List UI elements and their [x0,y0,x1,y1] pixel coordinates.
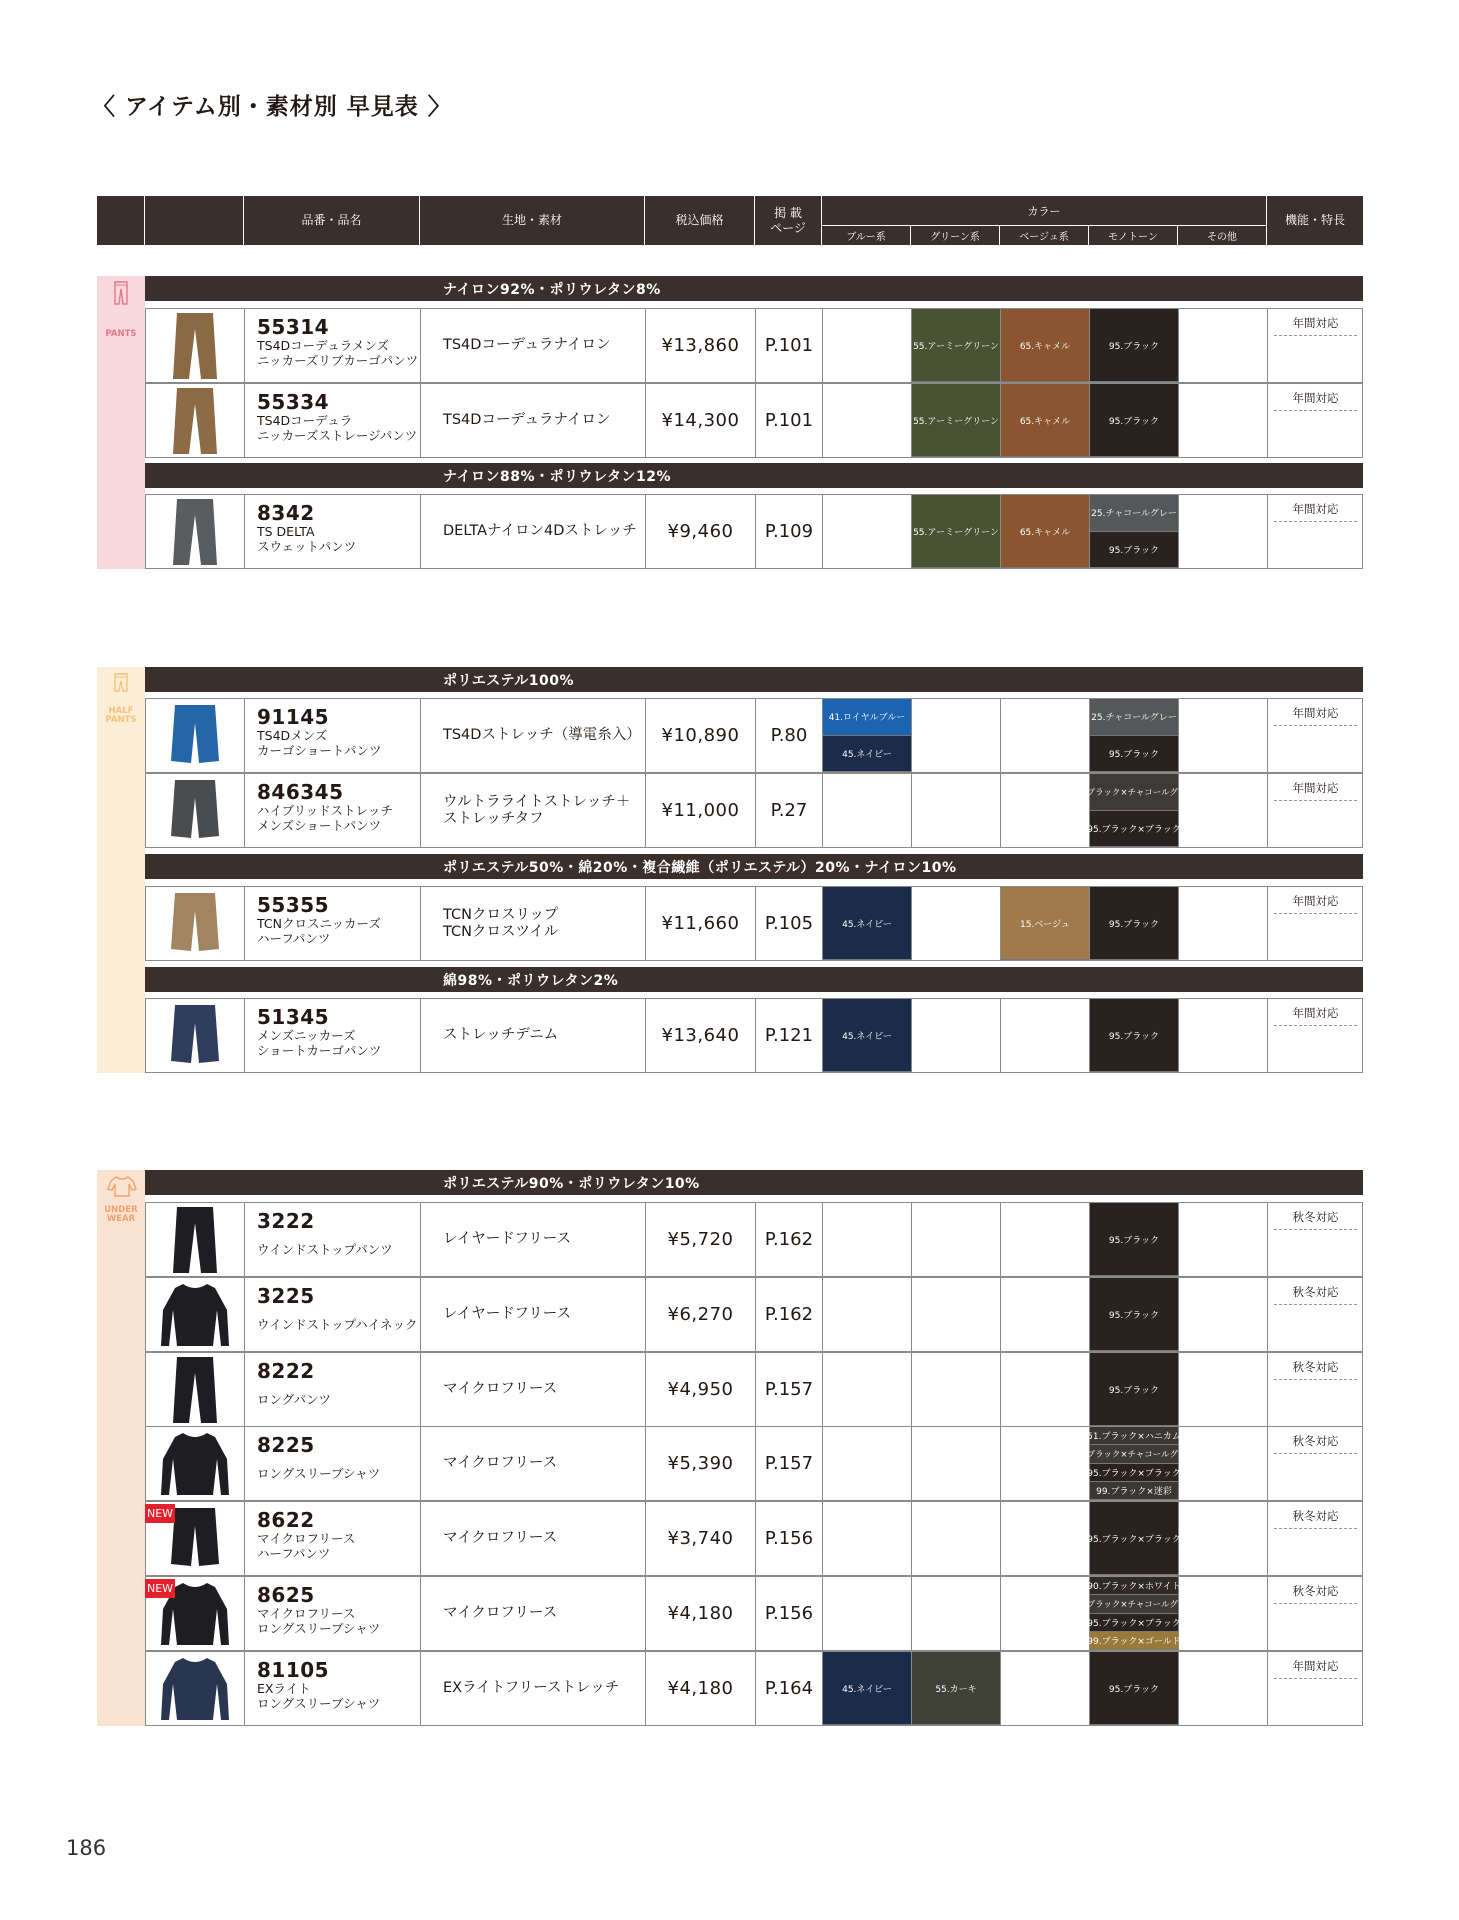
feature-label: 年間対応 [1274,315,1357,336]
table-row[interactable] [145,773,1363,848]
color-cell-c1 [823,774,912,847]
feature-cell [1268,1577,1363,1650]
color-cell-c4 [1090,384,1179,457]
feature-label: 年間対応 [1274,705,1357,726]
page-ref-cell: P.156 [756,1502,823,1575]
feature-label: 秋冬対応 [1274,1433,1357,1454]
color-cell-c1 [823,999,912,1072]
product-image-cell [146,699,245,772]
color-swatch: 55.アーミーグリーン [912,309,1000,382]
color-cell-c5 [1179,1203,1268,1276]
feature-cell [1268,1203,1363,1276]
half-pants-icon [113,673,129,693]
product-image [155,386,235,456]
product-name-cell [245,1652,421,1725]
product-name: ハーフパンツ [257,1546,331,1561]
color-swatch: 45.ネイビー [823,999,911,1072]
page-ref-cell: P.27 [756,774,823,847]
color-cell-c1 [823,887,912,960]
header-image [145,196,244,245]
color-swatch: 95.ブラック×ブラック [1090,1614,1178,1632]
product-image [155,311,235,381]
underwear-category-bar [97,1170,145,1726]
product-number: 8225 [257,1433,315,1457]
product-name: TCNクロスニッカーズ [257,916,381,931]
product-name: ハーフパンツ [257,931,331,946]
header-color-mono: モノトーン [1089,225,1178,245]
pants-label: PANTS [105,329,137,339]
color-cell-c5 [1179,309,1268,382]
color-cell-c4 [1073,1427,1195,1500]
fabric-cell: レイヤードフリース [421,1203,646,1276]
color-swatch: 95.ブラック [1090,736,1178,773]
color-cell-c2 [912,774,1001,847]
feature-cell [1268,774,1363,847]
color-cell-c4 [1087,1502,1181,1575]
color-cell-c4 [1090,309,1179,382]
color-cell-c1 [823,1577,912,1650]
table-row[interactable] [145,494,1363,569]
color-cell-c4 [1090,495,1179,568]
color-cell-c1 [823,1203,912,1276]
page-ref-cell: P.80 [756,699,823,772]
color-cell-c2 [912,1353,1001,1426]
feature-cell [1268,309,1363,382]
price-cell: ¥6,270 [646,1278,756,1351]
feature-cell [1268,1278,1363,1351]
product-number: 8222 [257,1359,315,1383]
price-cell: ¥4,950 [646,1353,756,1426]
price-cell: ¥3,740 [646,1502,756,1575]
page-ref-cell: P.164 [756,1652,823,1725]
color-swatch: 95.ブラック×ブラック [1090,1502,1178,1575]
color-swatch: 45.ネイビー [823,1652,911,1725]
fabric-cell: マイクロフリース [421,1353,646,1426]
product-image-cell [146,774,245,847]
product-name-cell [245,1502,421,1575]
color-cell-c3 [1001,887,1090,960]
product-image-cell [146,1353,245,1426]
color-cell-c5 [1179,699,1268,772]
feature-cell [1268,1652,1363,1725]
fabric-cell: ストレッチデニム [421,999,646,1072]
color-swatch: 95.ブラック [1090,1278,1178,1351]
color-cell-c3 [1001,384,1090,457]
feature-cell [1268,999,1363,1072]
underwear-label: UNDER WEAR [104,1205,138,1225]
header-features: 機能・特長 [1284,213,1345,227]
price-cell: ¥11,000 [646,774,756,847]
product-number: 8342 [257,501,315,525]
product-name: ハイブリッドストレッチ [257,803,393,818]
page-ref-cell: P.121 [756,999,823,1072]
product-name: ウインドストップパンツ [257,1242,393,1257]
page-ref-cell: P.157 [756,1427,823,1500]
product-name-cell [245,887,421,960]
table-row[interactable] [145,1352,1363,1427]
color-cell-c1 [823,699,912,772]
product-name: マイクロフリース [257,1531,356,1546]
color-cell-c5 [1179,384,1268,457]
product-name: メンズニッカーズ [257,1028,356,1043]
product-image-cell [146,495,245,568]
product-name-cell [245,1577,421,1650]
color-cell-c2 [912,1203,1001,1276]
product-image-cell [146,1203,245,1276]
header-color: カラー [822,196,1267,225]
page-ref-cell: P.156 [756,1577,823,1650]
color-swatch: 15.ベージュ [1001,887,1089,960]
color-swatch: 25.チャコールグレー [1090,495,1178,532]
product-image [155,497,235,567]
feature-label: 秋冬対応 [1274,1209,1357,1230]
product-name: TS4Dコーデュラメンズ [257,338,390,353]
product-name-cell [245,774,421,847]
price-cell: ¥11,660 [646,887,756,960]
color-cell-c5 [1179,774,1268,847]
page-ref-cell: P.109 [756,495,823,568]
color-cell-c5 [1179,887,1268,960]
feature-cell [1268,495,1363,568]
color-swatch: 92.ブラック×チャコールグレー [1090,1445,1178,1463]
feature-label: 秋冬対応 [1274,1359,1357,1380]
product-name-cell [245,384,421,457]
product-image-cell [146,1278,245,1351]
product-name: ニッカーズストレージパンツ [257,428,418,443]
color-swatch: 95.ブラック [1090,1353,1178,1426]
fabric-cell: TS4Dストレッチ（導電糸入） [421,699,646,772]
color-cell-c3 [1001,1577,1090,1650]
color-cell-c5 [1179,1278,1268,1351]
new-badge: NEW [145,1579,175,1598]
table-row[interactable] [145,698,1363,773]
color-cell-c3 [1001,1652,1090,1725]
product-name: ウインドストップハイネック [257,1317,418,1332]
color-cell-c3 [1001,309,1090,382]
product-image [155,889,235,959]
feature-cell [1268,699,1363,772]
color-cell-c5 [1179,999,1268,1072]
price-cell: ¥10,890 [646,699,756,772]
product-name: ショートカーゴパンツ [257,1043,382,1058]
fabric-cell: TS4Dコーデュラナイロン [421,309,646,382]
color-cell-c1 [823,384,912,457]
price-cell: ¥9,460 [646,495,756,568]
color-swatch: 99.ブラック×ゴールド [1090,1632,1178,1650]
color-cell-c4 [1073,1577,1195,1650]
material-header: ポリエステル90%・ポリウレタン10% [145,1170,1363,1195]
page-ref-cell: P.105 [756,887,823,960]
color-swatch: 65.キャメル [1001,309,1089,382]
product-image [155,1001,235,1071]
color-swatch: 90.ブラック×ホワイト [1090,1577,1178,1595]
fabric-cell: マイクロフリース [421,1427,646,1500]
feature-label: 年間対応 [1274,893,1357,914]
feature-cell [1268,887,1363,960]
color-cell-c1 [823,1427,912,1500]
product-number: 8622 [257,1508,315,1532]
color-cell-c1 [823,309,912,382]
product-image-cell [146,887,245,960]
color-cell-c3 [1001,495,1090,568]
product-image-cell [146,384,245,457]
color-swatch: 51.ブラック×ハニカム [1090,1427,1178,1445]
price-cell: ¥4,180 [646,1652,756,1725]
product-name: EXライト [257,1681,311,1696]
color-cell-c2 [912,1502,1001,1575]
half-pants-label: HALF PANTS [105,706,137,726]
table-row[interactable] [145,1202,1363,1277]
product-image-cell [146,309,245,382]
product-number: 3225 [257,1284,315,1308]
product-image [155,1280,235,1350]
material-header: ナイロン88%・ポリウレタン12% [145,463,1363,488]
color-cell-c1 [823,1278,912,1351]
color-swatch: 65.キャメル [1001,495,1089,568]
product-name-cell [245,999,421,1072]
color-cell-c4 [1090,1203,1179,1276]
color-cell-c5 [1179,1502,1268,1575]
color-cell-c2 [912,384,1001,457]
color-swatch: 95.ブラック [1090,999,1178,1072]
product-name: マイクロフリース [257,1606,356,1621]
product-number: 55314 [257,315,330,339]
underwear-icon [107,1175,137,1197]
pants-icon [113,281,129,305]
color-swatch: 45.ネイビー [823,736,911,773]
feature-label: 年間対応 [1274,501,1357,522]
color-swatch: 25.チャコールグレー [1090,699,1178,736]
feature-cell [1268,1353,1363,1426]
product-number: 55334 [257,390,330,414]
color-cell-c2 [912,495,1001,568]
color-cell-c2 [912,999,1001,1072]
product-name: TS4Dコーデュラ [257,413,353,428]
new-badge: NEW [145,1504,175,1523]
color-cell-c1 [823,1353,912,1426]
product-image [155,1355,235,1425]
pants-category-bar [97,276,145,569]
feature-label: 秋冬対応 [1274,1284,1357,1305]
page-number: 186 [66,1836,107,1860]
color-cell-c4 [1090,1652,1179,1725]
material-header: ナイロン92%・ポリウレタン8% [145,276,1363,301]
color-cell-c4 [1090,1353,1179,1426]
page-ref-cell: P.162 [756,1203,823,1276]
color-cell-c3 [1001,699,1090,772]
material-header: 綿98%・ポリウレタン2% [145,967,1363,992]
price-cell: ¥14,300 [646,384,756,457]
feature-label: 秋冬対応 [1274,1508,1357,1529]
color-swatch: 55.アーミーグリーン [912,384,1000,457]
color-cell-c5 [1179,1652,1268,1725]
fabric-cell: レイヤードフリース [421,1278,646,1351]
fabric-cell: EXライトフリーストレッチ [421,1652,646,1725]
color-cell-c4 [1090,699,1179,772]
material-header: ポリエステル50%・綿20%・複合繊維（ポリエステル）20%・ナイロン10% [145,854,1363,879]
header-color-beige: ベージュ系 [1000,225,1089,245]
product-name-cell [245,1278,421,1351]
color-swatch: 95.ブラック [1090,532,1178,569]
product-number: 8625 [257,1583,315,1607]
product-number: 81105 [257,1658,330,1682]
product-number: 846345 [257,780,344,804]
color-cell-c5 [1179,1577,1268,1650]
product-name-cell [245,309,421,382]
product-name: ロングスリーブシャツ [257,1621,381,1636]
table-row[interactable] [145,1651,1363,1726]
product-image-cell [146,999,245,1072]
table-row[interactable] [145,1426,1363,1501]
product-name: メンズショートパンツ [257,818,382,833]
fabric-cell: マイクロフリース [421,1502,646,1575]
color-cell-c3 [1001,1427,1090,1500]
half-pants-category-bar [97,667,145,1073]
feature-cell [1268,1502,1363,1575]
color-cell-c3 [1001,1278,1090,1351]
color-cell-c3 [1001,1203,1090,1276]
color-cell-c1 [823,495,912,568]
color-swatch: 95.ブラック×ブラック [1090,1464,1178,1482]
product-name: スウェットパンツ [257,539,357,554]
page-title: 〈 アイテム別・素材別 早見表 〉 [92,94,452,120]
header-color-green: グリーン系 [911,225,1000,245]
header-fabric: 生地・素材 [420,196,645,245]
color-cell-c2 [912,699,1001,772]
page-ref-cell: P.162 [756,1278,823,1351]
product-image [155,1429,235,1499]
material-header: ポリエステル100% [145,667,1363,692]
price-cell: ¥13,860 [646,309,756,382]
feature-cell [1268,384,1363,457]
color-swatch: 99.ブラック×迷彩 [1090,1482,1178,1500]
color-cell-c4 [1090,1278,1179,1351]
header-page: 掲 載 ページ [755,196,822,245]
color-swatch: 45.ネイビー [823,887,911,960]
product-number: 51345 [257,1005,330,1029]
product-number: 55355 [257,893,330,917]
table-row[interactable] [145,886,1363,961]
product-name: ロングスリーブシャツ [257,1466,381,1481]
product-image [155,1205,235,1275]
color-swatch: 92.ブラック×チャコールグレー [1090,774,1178,811]
color-cell-c5 [1179,495,1268,568]
product-name: ニッカーズリブカーゴパンツ [257,353,419,368]
fabric-cell: DELTAナイロン4Dストレッチ [421,495,646,568]
fabric-cell: ウルトラライトストレッチ＋ ストレッチタフ [421,774,646,847]
color-swatch: 41.ロイヤルブルー [823,699,911,736]
color-cell-c1 [823,1502,912,1575]
table-header [97,196,1363,245]
page-ref-cell: P.157 [756,1353,823,1426]
feature-label: 年間対応 [1274,1658,1357,1679]
color-cell-c2 [912,1577,1001,1650]
product-name: TS4Dメンズ [257,728,328,743]
color-swatch: 92.ブラック×チャコールグレー [1090,1595,1178,1613]
header-price: 税込価格 [645,196,755,245]
color-cell-c3 [1001,1353,1090,1426]
table-row[interactable] [145,383,1363,458]
page-ref-cell: P.101 [756,384,823,457]
color-swatch: 55.アーミーグリーン [912,495,1000,568]
product-name: TS DELTA [257,524,315,539]
color-swatch: 95.ブラック×ブラック [1090,811,1178,848]
product-name-cell [245,1203,421,1276]
color-cell-c2 [912,1652,1001,1725]
color-swatch: 95.ブラック [1090,1203,1178,1276]
product-name-cell [245,1427,421,1500]
page-ref-cell: P.101 [756,309,823,382]
price-cell: ¥4,180 [646,1577,756,1650]
color-swatch: 95.ブラック [1090,384,1178,457]
color-cell-c4 [1073,774,1195,847]
feature-label: 年間対応 [1274,780,1357,801]
color-cell-c3 [1001,1502,1090,1575]
product-number: 91145 [257,705,330,729]
feature-label: 秋冬対応 [1274,1583,1357,1604]
color-cell-c4 [1090,887,1179,960]
product-image [155,776,235,846]
product-name: カーゴショートパンツ [257,743,382,758]
table-row[interactable] [145,308,1363,383]
color-cell-c5 [1179,1427,1268,1500]
product-image [155,1654,235,1724]
fabric-cell: TCNクロスリップ TCNクロスツイル [421,887,646,960]
color-cell-c4 [1090,999,1179,1072]
product-image [155,701,235,771]
fabric-cell: TS4Dコーデュラナイロン [421,384,646,457]
color-cell-c2 [912,1278,1001,1351]
product-image-cell [146,1652,245,1725]
fabric-cell: マイクロフリース [421,1577,646,1650]
price-cell: ¥13,640 [646,999,756,1072]
product-name-cell [245,699,421,772]
feature-label: 年間対応 [1274,390,1357,411]
header-product: 品番・品名 [244,196,420,245]
product-number: 3222 [257,1209,315,1233]
color-cell-c5 [1179,1353,1268,1426]
color-cell-c2 [912,309,1001,382]
color-cell-c1 [823,1652,912,1725]
product-name: ロングパンツ [257,1392,332,1407]
product-name: ロングスリーブシャツ [257,1696,381,1711]
color-swatch: 95.ブラック [1090,1652,1178,1725]
header-color-blue: ブルー系 [822,225,911,245]
color-cell-c2 [912,1427,1001,1500]
color-swatch: 95.ブラック [1090,309,1178,382]
color-swatch: 95.ブラック [1090,887,1178,960]
header-color-other: その他 [1178,225,1267,245]
price-cell: ¥5,720 [646,1203,756,1276]
color-swatch: 65.キャメル [1001,384,1089,457]
table-row[interactable] [145,1576,1363,1651]
product-name-cell [245,495,421,568]
color-cell-c3 [1001,999,1090,1072]
color-cell-c2 [912,887,1001,960]
header-category [97,196,145,245]
product-image-cell [146,1427,245,1500]
table-row[interactable] [145,998,1363,1073]
color-swatch: 55.カーキ [912,1652,1000,1725]
feature-cell [1268,1427,1363,1500]
product-name-cell [245,1353,421,1426]
price-cell: ¥5,390 [646,1427,756,1500]
table-row[interactable] [145,1501,1363,1576]
feature-label: 年間対応 [1274,1005,1357,1026]
table-row[interactable] [145,1277,1363,1352]
